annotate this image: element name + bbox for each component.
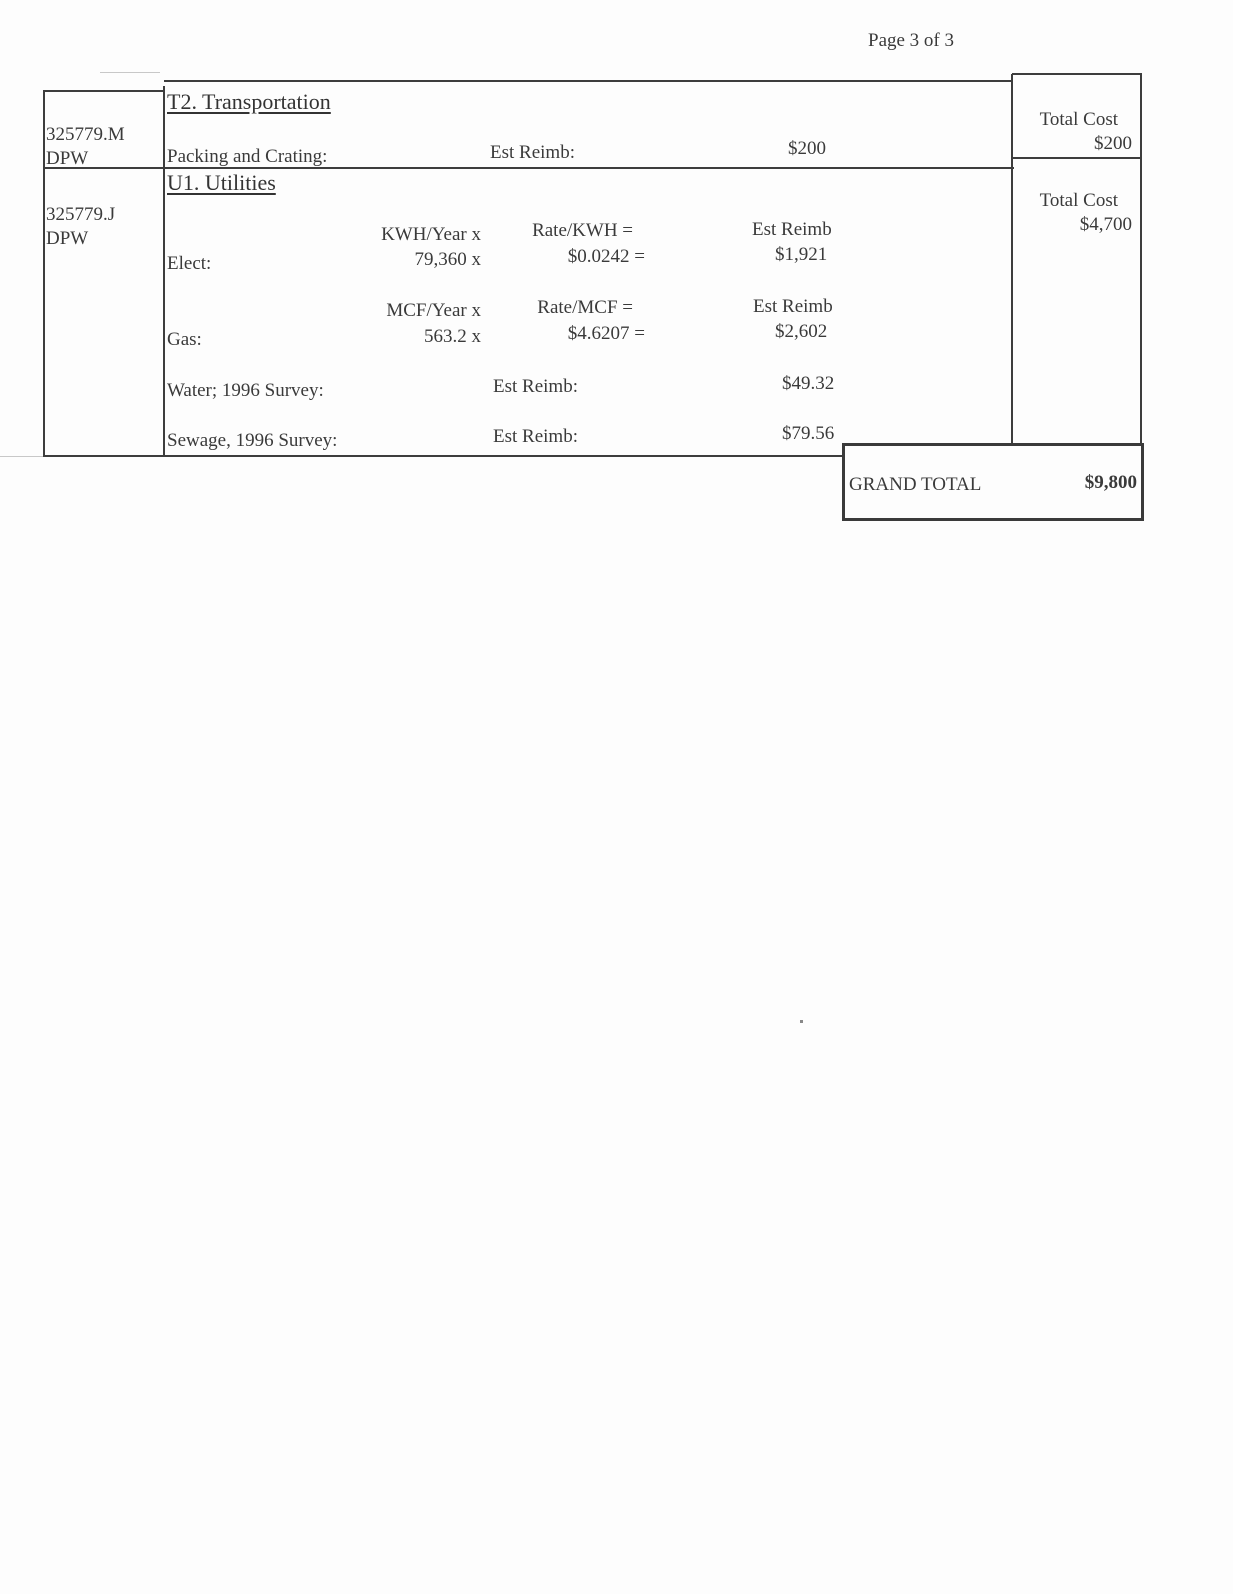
- section-heading: U1. Utilities: [167, 170, 276, 195]
- scan-artifact: [100, 72, 160, 73]
- department-code: DPW: [46, 148, 89, 169]
- elect-label: Elect:: [167, 253, 212, 274]
- gas-reimb-value: $2,602: [775, 321, 828, 342]
- gas-label: Gas:: [167, 329, 202, 350]
- water-reimb-label: Est Reimb:: [493, 376, 578, 397]
- elect-rate-header: Rate/KWH =: [532, 220, 633, 241]
- grand-total-label: GRAND TOTAL: [849, 474, 982, 495]
- page-number: Page 3 of 3: [868, 30, 955, 51]
- elect-reimb-header: Est Reimb: [752, 219, 832, 240]
- elect-qty-value: 79,360 x: [414, 249, 481, 270]
- gas-rate-header: Rate/MCF =: [537, 297, 633, 318]
- grand-total-box: [842, 443, 1144, 521]
- gas-reimb-header: Est Reimb: [753, 296, 833, 317]
- total-cost-label: Total Cost: [1039, 190, 1118, 211]
- sewage-reimb-label: Est Reimb:: [493, 426, 578, 447]
- table-column-divider: [1011, 74, 1013, 446]
- table-left-border: [43, 90, 45, 457]
- gas-qty-value: 563.2 x: [424, 326, 481, 347]
- grand-total-value: $9,800: [1084, 472, 1137, 493]
- total-cost-value: $4,700: [1079, 214, 1132, 235]
- elect-reimb-value: $1,921: [775, 244, 828, 265]
- table-bottom-border: [44, 455, 844, 457]
- line-item-amount: $200: [788, 138, 826, 159]
- account-number: 325779.J: [46, 204, 116, 225]
- table-right-border: [1140, 73, 1142, 445]
- line-item-label: Packing and Crating:: [167, 146, 328, 167]
- sewage-label: Sewage, 1996 Survey:: [167, 430, 338, 451]
- water-amount: $49.32: [782, 373, 835, 394]
- reimb-label: Est Reimb:: [490, 142, 575, 163]
- total-cost-value: $200: [1094, 133, 1132, 154]
- department-code: DPW: [46, 228, 89, 249]
- elect-qty-header: KWH/Year x: [381, 224, 481, 245]
- total-cost-label: Total Cost: [1039, 109, 1118, 130]
- gas-qty-header: MCF/Year x: [386, 300, 481, 321]
- gas-rate-value: $4.6207 =: [567, 323, 645, 344]
- table-top-border: [1012, 73, 1142, 75]
- section-divider: [1012, 157, 1142, 159]
- table-column-divider: [163, 86, 165, 457]
- account-number: 325779.M: [46, 124, 125, 145]
- sewage-amount: $79.56: [782, 423, 835, 444]
- elect-rate-value: $0.0242 =: [567, 246, 645, 267]
- section-heading: T2. Transportation: [167, 89, 331, 114]
- scan-artifact: [800, 1020, 803, 1023]
- water-label: Water; 1996 Survey:: [167, 380, 324, 401]
- table-top-border: [44, 90, 164, 92]
- scan-artifact: [0, 456, 44, 457]
- table-top-border: [164, 80, 1012, 82]
